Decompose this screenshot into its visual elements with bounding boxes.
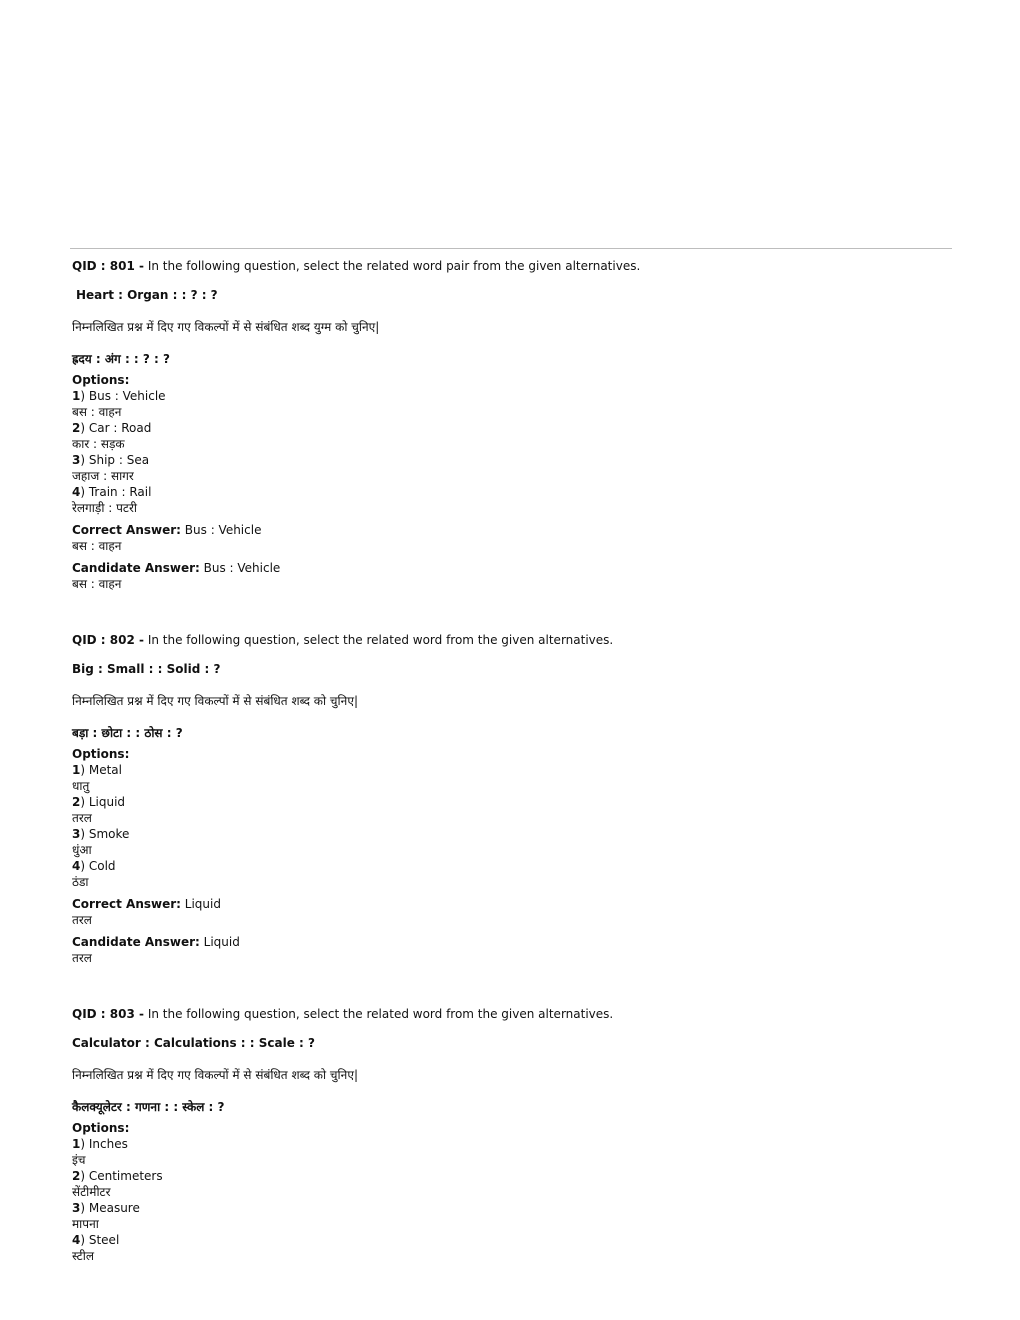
option-text-en: ) Cold xyxy=(80,859,116,873)
word-pair-en: Big : Small : : Solid : ? xyxy=(72,662,221,676)
option-text-hi: बस : वाहन xyxy=(72,405,122,419)
correct-answer-hi: बस : वाहन xyxy=(72,539,122,553)
candidate-answer xyxy=(72,934,932,966)
option-4 xyxy=(72,484,932,516)
qid-label: QID : 802 - xyxy=(72,633,144,647)
word-pair-en: Calculator : Calculations : : Scale : ? xyxy=(72,1036,315,1050)
correct-answer xyxy=(72,522,932,554)
option-text-en: ) Steel xyxy=(80,1233,120,1247)
question-text-en: In the following question, select the related word pair from the given alternatives. xyxy=(144,259,641,273)
candidate-answer-label: Candidate Answer: xyxy=(72,935,200,949)
correct-answer-label: Correct Answer: xyxy=(72,897,181,911)
option-text-hi: स्टील xyxy=(72,1249,94,1263)
candidate-answer-hi: तरल xyxy=(72,951,92,965)
correct-answer-label: Correct Answer: xyxy=(72,523,181,537)
correct-answer-hi: तरल xyxy=(72,913,92,927)
option-text-en: ) Centimeters xyxy=(80,1169,163,1183)
option-3 xyxy=(72,1200,932,1232)
option-text-en: ) Bus : Vehicle xyxy=(80,389,166,403)
option-number: 1 xyxy=(72,1137,81,1151)
option-text-en: ) Inches xyxy=(80,1137,128,1151)
question-header xyxy=(72,258,932,274)
option-number: 1 xyxy=(72,389,81,403)
option-number: 3 xyxy=(72,827,81,841)
question-text-hi: निम्नलिखित प्रश्न में दिए गए विकल्पों में से संबंधित शब्द युग्म को चुनिए| xyxy=(72,320,380,334)
qid-label: QID : 801 - xyxy=(72,259,144,273)
word-pair-en: Heart : Organ : : ? : ? xyxy=(76,288,218,302)
option-2 xyxy=(72,794,932,826)
options-label: Options: xyxy=(72,747,130,761)
question-text-en: In the following question, select the related word from the given alternatives. xyxy=(144,1007,614,1021)
word-pair-hi: कैलक्यूलेटर : गणना : : स्केल : ? xyxy=(72,1100,225,1114)
word-pair-hi: ह्रदय : अंग : : ? : ? xyxy=(72,352,170,366)
top-divider xyxy=(70,248,952,249)
candidate-answer-en: Liquid xyxy=(199,935,240,949)
option-number: 4 xyxy=(72,485,81,499)
word-pair-hi: बड़ा : छोटा : : ठोस : ? xyxy=(72,726,183,740)
option-1 xyxy=(72,1136,932,1168)
option-text-hi: रेलगाड़ी : पटरी xyxy=(72,501,137,515)
option-text-en: ) Car : Road xyxy=(80,421,152,435)
option-3 xyxy=(72,826,932,858)
option-text-hi: धातु xyxy=(72,779,90,793)
option-text-en: ) Smoke xyxy=(80,827,130,841)
option-number: 4 xyxy=(72,1233,81,1247)
correct-answer xyxy=(72,896,932,928)
option-text-en: ) Liquid xyxy=(80,795,126,809)
option-text-hi: इंच xyxy=(72,1153,86,1167)
option-number: 2 xyxy=(72,421,81,435)
candidate-answer-en: Bus : Vehicle xyxy=(199,561,281,575)
options-label: Options: xyxy=(72,373,130,387)
option-text-en: ) Ship : Sea xyxy=(80,453,150,467)
question-block-803 xyxy=(72,1006,932,1264)
candidate-answer-hi: बस : वाहन xyxy=(72,577,122,591)
question-header xyxy=(72,632,932,648)
option-number: 3 xyxy=(72,1201,81,1215)
option-text-hi: तरल xyxy=(72,811,92,825)
option-1 xyxy=(72,762,932,794)
question-text-en: In the following question, select the related word from the given alternatives. xyxy=(144,633,614,647)
option-text-en: ) Measure xyxy=(80,1201,140,1215)
option-4 xyxy=(72,1232,932,1264)
correct-answer-en: Bus : Vehicle xyxy=(180,523,262,537)
options-label: Options: xyxy=(72,1121,130,1135)
question-text-hi: निम्नलिखित प्रश्न में दिए गए विकल्पों में से संबंधित शब्द को चुनिए| xyxy=(72,1068,359,1082)
option-4 xyxy=(72,858,932,890)
question-block-801 xyxy=(72,258,932,592)
question-block-802 xyxy=(72,632,932,966)
option-text-hi: ठंडा xyxy=(72,875,89,889)
option-text-hi: जहाज : सागर xyxy=(72,469,134,483)
option-number: 4 xyxy=(72,859,81,873)
question-text-hi: निम्नलिखित प्रश्न में दिए गए विकल्पों में से संबंधित शब्द को चुनिए| xyxy=(72,694,359,708)
option-number: 2 xyxy=(72,795,81,809)
option-text-hi: कार : सड़क xyxy=(72,437,125,451)
option-number: 2 xyxy=(72,1169,81,1183)
candidate-answer xyxy=(72,560,932,592)
option-2 xyxy=(72,420,932,452)
option-number: 3 xyxy=(72,453,81,467)
option-text-hi: सेंटीमीटर xyxy=(72,1185,111,1199)
option-text-hi: मापना xyxy=(72,1217,99,1231)
candidate-answer-label: Candidate Answer: xyxy=(72,561,200,575)
question-header xyxy=(72,1006,932,1022)
option-text-en: ) Train : Rail xyxy=(80,485,152,499)
option-2 xyxy=(72,1168,932,1200)
option-text-hi: धुंआ xyxy=(72,843,92,857)
correct-answer-en: Liquid xyxy=(180,897,221,911)
option-3 xyxy=(72,452,932,484)
option-1 xyxy=(72,388,932,420)
qid-label: QID : 803 - xyxy=(72,1007,144,1021)
option-text-en: ) Metal xyxy=(80,763,122,777)
option-number: 1 xyxy=(72,763,81,777)
